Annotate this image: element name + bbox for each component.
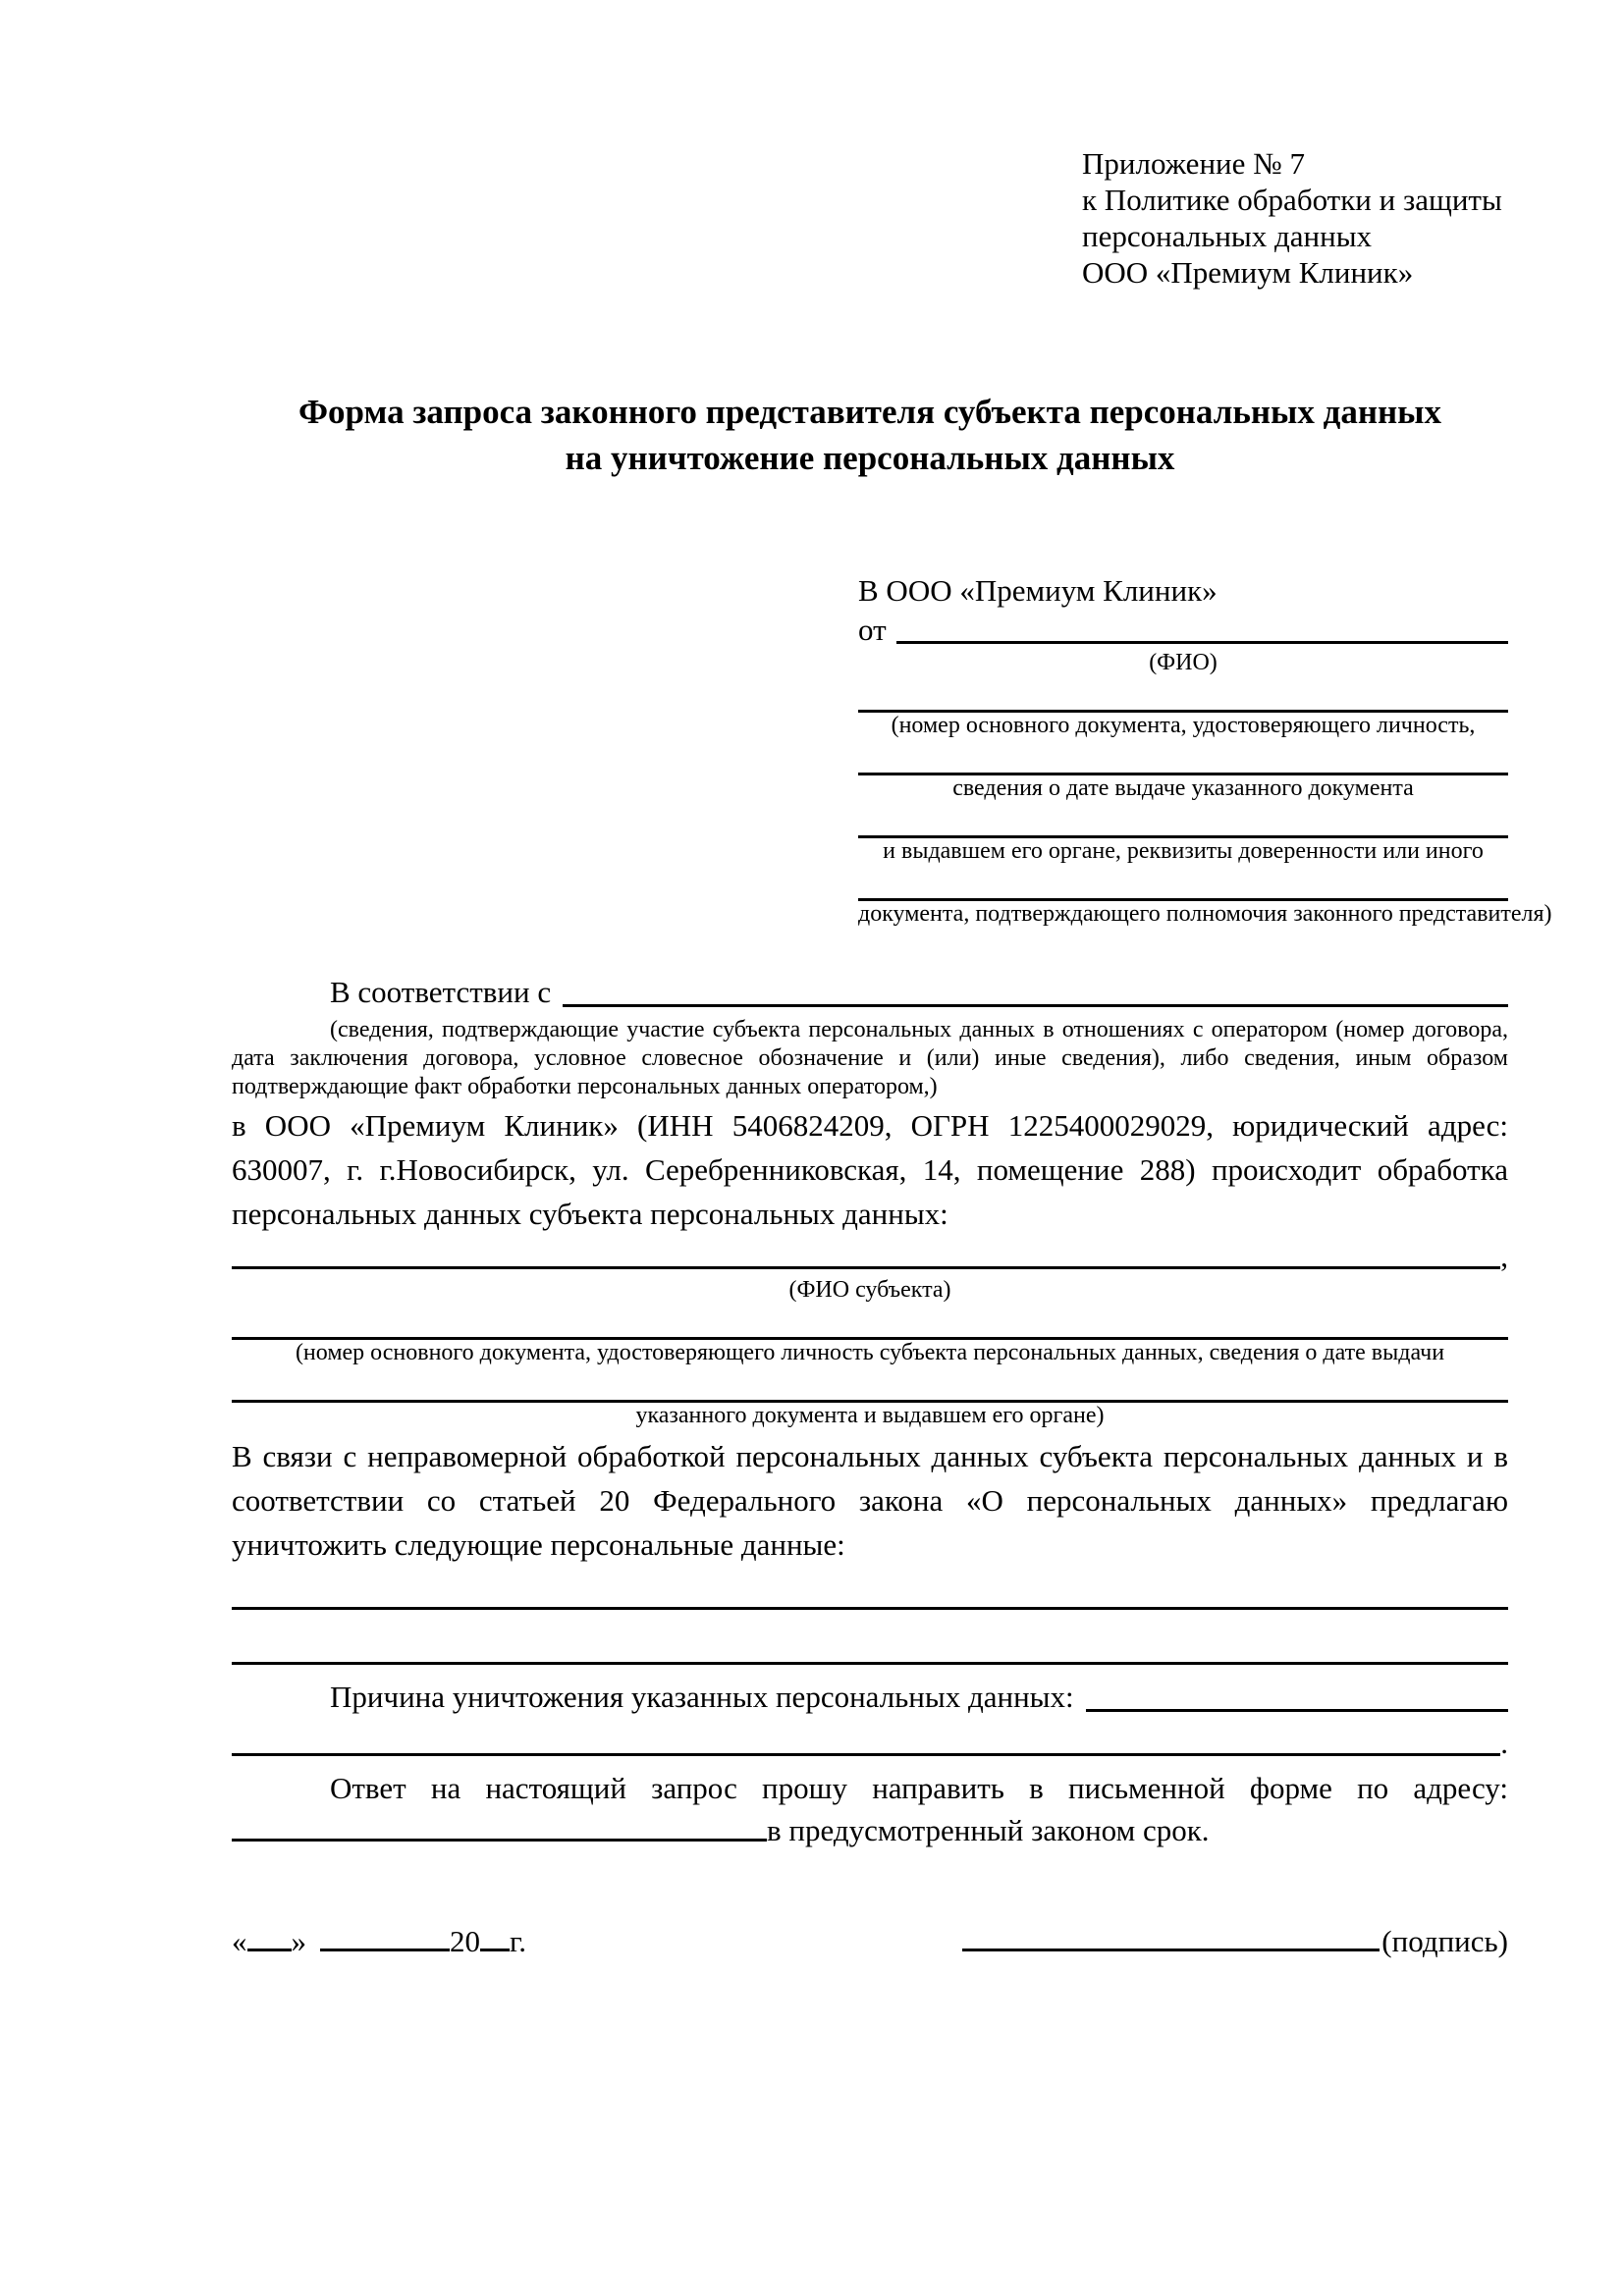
operator-paragraph: в ООО «Премиум Клиник» (ИНН 5406824209, ОГРН 1225400029029, юридический адрес: 630007, г. г.Новосибирск, ул. Серебренниковская, 14, помещение 288) происходит обработка персональных данных субъекта персональных данных:: [232, 1108, 1508, 1231]
trailing-period: .: [1500, 1726, 1508, 1760]
date-line: [232, 1920, 526, 1962]
month-field-line: [320, 1920, 450, 1951]
according-row: [232, 970, 1508, 1014]
subject-fio-field-line: [232, 1236, 1500, 1269]
representative-doc-field-line-4: [858, 864, 1508, 901]
appendix-line-4: ООО «Премиум Клиник»: [1082, 255, 1414, 290]
fio-caption: (ФИО): [1149, 650, 1218, 675]
reply-tail: в предусмотренный законом срок.: [767, 1813, 1210, 1847]
according-field-line: [563, 970, 1508, 1007]
representative-doc-field-line-1: [858, 675, 1508, 713]
day-field-line: [247, 1920, 292, 1951]
subject-fio-row: [232, 1236, 1508, 1277]
reply-address-row: [232, 1810, 1508, 1851]
year-field-line: [480, 1920, 510, 1951]
year-suffix: г.: [510, 1924, 526, 1958]
trailing-comma: ,: [1500, 1239, 1508, 1273]
signature-field-line: [962, 1920, 1380, 1951]
representative-fio-field-line: [896, 611, 1508, 644]
document-content: [232, 0, 1552, 1962]
according-label: В соответствии с: [330, 975, 552, 1009]
form-title: [232, 389, 1508, 481]
subject-doc-field-line-2: [232, 1365, 1508, 1403]
reason-field-line: [1086, 1675, 1508, 1712]
reason-row-2: [232, 1723, 1508, 1764]
from-label: от: [858, 613, 887, 647]
representative-doc-caption-2: сведения о дате выдаче указанного документа: [952, 775, 1414, 801]
appendix-line-1: Приложение № 7: [1082, 146, 1305, 181]
addressee-to: В ООО «Премиум Клиник»: [858, 573, 1218, 608]
representative-doc-caption-4: документа, подтверждающего полномочия законного представителя): [858, 901, 1552, 927]
address-field-line: [232, 1810, 767, 1842]
reason-field-line-2: [232, 1723, 1500, 1756]
reason-label: Причина уничтожения указанных персональных данных:: [330, 1680, 1074, 1714]
from-row: [858, 611, 1508, 650]
appendix-line-2: к Политике обработки и защиты: [1082, 183, 1502, 217]
representative-doc-field-line-2: [858, 738, 1508, 775]
subject-doc-field-line-1: [232, 1303, 1508, 1340]
personal-data-field-line-1: [232, 1571, 1508, 1610]
representative-doc-field-line-3: [858, 801, 1508, 838]
footer-row: [232, 1920, 1508, 1962]
reply-paragraph: Ответ на настоящий запрос прошу направить в письменной форме по адресу:: [330, 1771, 1508, 1805]
signature-area: [962, 1920, 1508, 1962]
subject-doc-caption-1: (номер основного документа, удостоверяющего личность субъекта персональных данных, сведения о дате выдачи: [295, 1340, 1445, 1365]
reason-row: [232, 1675, 1508, 1719]
close-quote: »: [291, 1924, 306, 1958]
open-quote: «: [232, 1924, 247, 1958]
signature-caption: (подпись): [1381, 1924, 1508, 1958]
subject-fio-caption: (ФИО субъекта): [788, 1277, 951, 1303]
representative-doc-caption-1: (номер основного документа, удостоверяющего личность,: [891, 713, 1476, 738]
form-title-line-2: на уничтожение персональных данных: [565, 439, 1175, 477]
appendix-line-3: персональных данных: [1082, 219, 1373, 253]
year-prefix: 20: [450, 1924, 480, 1958]
form-title-line-1: Форма запроса законного представителя субъекта персональных данных: [298, 393, 1441, 431]
addressee-block: [858, 571, 1552, 927]
demand-paragraph: В связи с неправомерной обработкой персональных данных субъекта персональных данных и в соответствии со статьей 20 Федерального закона «О персональных данных» предлагаю уничтожить следующие персональные данные:: [232, 1439, 1508, 1562]
subject-doc-caption-2: указанного документа и выдавшем его органе): [635, 1403, 1105, 1428]
according-note: (сведения, подтверждающие участие субъекта персональных данных в отношениях с оператором (номер договора, дата заключения договора, условное словесное обозначение и (или) иные сведения), либо сведения, иным образом подтверждающие факт обработки персональных данных оператором,): [232, 1017, 1508, 1099]
appendix-block: [1082, 145, 1508, 291]
personal-data-field-line-2: [232, 1610, 1508, 1665]
representative-doc-caption-3: и выдавшем его органе, реквизиты доверенности или иного: [883, 838, 1484, 864]
